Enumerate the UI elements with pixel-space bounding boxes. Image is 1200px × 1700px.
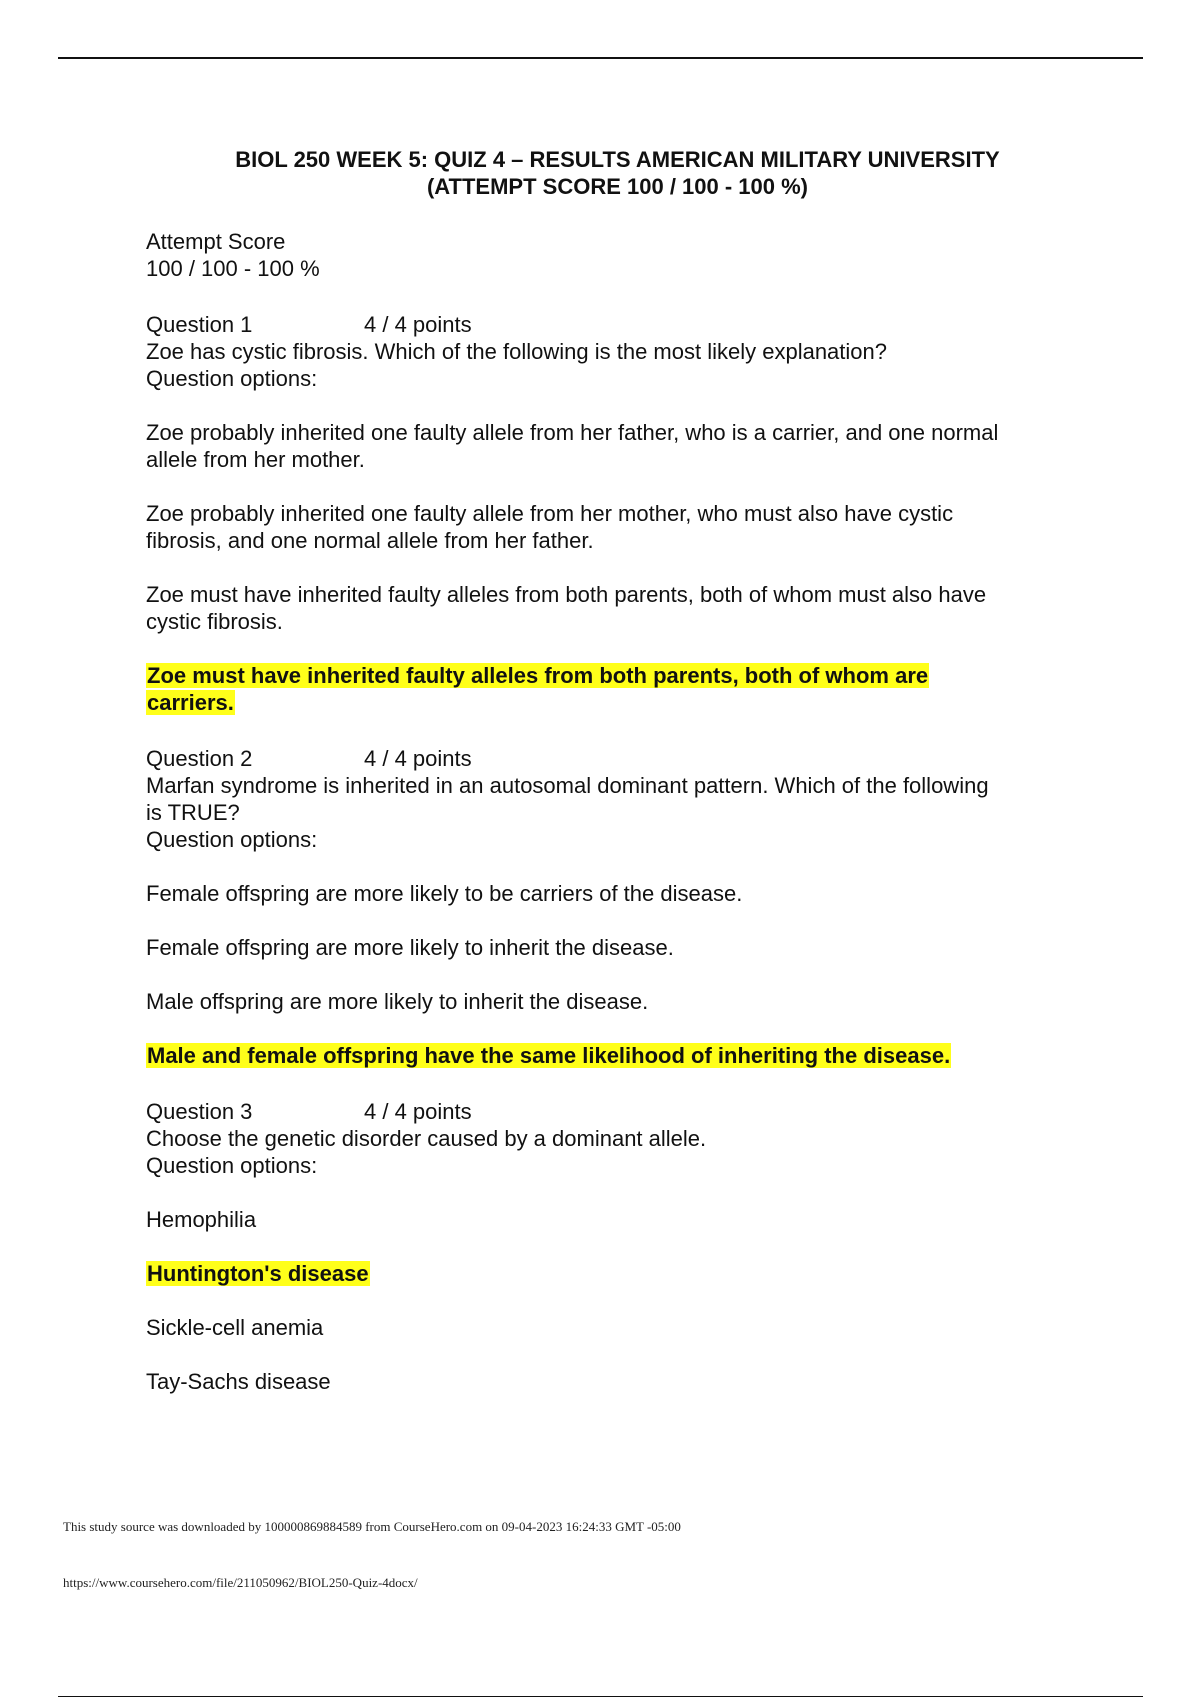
attempt-score-label: Attempt Score — [146, 229, 286, 254]
question-header — [146, 745, 1086, 772]
correct-answer-text: Zoe must have inherited faulty alleles from both parents, both of whom are — [147, 663, 929, 688]
page-title — [145, 146, 1090, 200]
attempt-score-value: 100 / 100 - 100 % — [146, 256, 320, 281]
question-block — [146, 311, 1086, 745]
option-text: Zoe probably inherited one faulty allele from her mother, who must also have cystic — [146, 501, 954, 526]
answer-option — [146, 934, 1086, 961]
source-url: https://www.coursehero.com/file/211050962/BIOL250-Quiz-4docx/ — [63, 1575, 418, 1590]
answer-option — [146, 880, 1086, 907]
top-rule — [58, 57, 1143, 59]
question-label: Question 2 — [146, 746, 253, 771]
option-text: Male offspring are more likely to inherit the disease. — [146, 989, 649, 1014]
correct-answer-text: Huntington's disease — [147, 1261, 369, 1286]
question-prompt: Zoe has cystic fibrosis. Which of the following is the most likely explanation? — [146, 339, 887, 364]
option-text: Sickle-cell anemia — [146, 1315, 324, 1340]
question-header — [146, 1098, 1086, 1125]
title-line-1: BIOL 250 WEEK 5: QUIZ 4 – RESULTS AMERICAN MILITARY UNIVERSITY — [235, 147, 1000, 172]
correct-answer-option — [146, 662, 1086, 716]
option-text: Female offspring are more likely to be carriers of the disease. — [146, 881, 743, 906]
question-options-label: Question options: — [146, 366, 318, 391]
question-prompt: Choose the genetic disorder caused by a dominant allele. — [146, 1126, 707, 1151]
question-block — [146, 1098, 1086, 1395]
question-points: 4 / 4 points — [364, 1099, 472, 1124]
option-text: Hemophilia — [146, 1207, 257, 1232]
answer-option — [146, 1206, 1086, 1233]
download-note: This study source was downloaded by 100000869884589 from CourseHero.com on 09-04-2023 16:24:33 GMT -05:00 — [63, 1519, 681, 1534]
question-options-label: Question options: — [146, 1153, 318, 1178]
option-text: allele from her mother. — [146, 447, 365, 472]
question-prompt: Marfan syndrome is inherited in an autosomal dominant pattern. Which of the following — [146, 773, 989, 798]
title-line-2: (ATTEMPT SCORE 100 / 100 - 100 %) — [426, 174, 809, 199]
question-points: 4 / 4 points — [364, 746, 472, 771]
answer-option — [146, 581, 1086, 635]
answer-option — [146, 419, 1086, 473]
correct-answer-option — [146, 1042, 1086, 1069]
option-text: Female offspring are more likely to inherit the disease. — [146, 935, 674, 960]
answer-option — [146, 500, 1086, 554]
answer-option — [146, 1314, 1086, 1341]
question-header — [146, 311, 1086, 338]
answer-option — [146, 988, 1086, 1015]
question-block — [146, 745, 1086, 1098]
question-label: Question 3 — [146, 1099, 253, 1124]
question-points: 4 / 4 points — [364, 312, 472, 337]
option-text: fibrosis, and one normal allele from her father. — [146, 528, 594, 553]
correct-answer-text: Male and female offspring have the same likelihood of inheriting the disease. — [147, 1043, 951, 1068]
option-text: Tay-Sachs disease — [146, 1369, 331, 1394]
bottom-rule — [58, 1696, 1143, 1697]
question-options-label: Question options: — [146, 827, 318, 852]
option-text: cystic fibrosis. — [146, 609, 283, 634]
question-prompt: is TRUE? — [146, 800, 240, 825]
option-text: Zoe probably inherited one faulty allele from her father, who is a carrier, and one normal — [146, 420, 999, 445]
questions-list — [146, 311, 1086, 1395]
correct-answer-option — [146, 1260, 1086, 1287]
option-text: Zoe must have inherited faulty alleles from both parents, both of whom must also have — [146, 582, 987, 607]
quiz-content — [146, 228, 1086, 1395]
question-label: Question 1 — [146, 312, 253, 337]
correct-answer-text: carriers. — [147, 690, 234, 715]
answer-option — [146, 1368, 1086, 1395]
